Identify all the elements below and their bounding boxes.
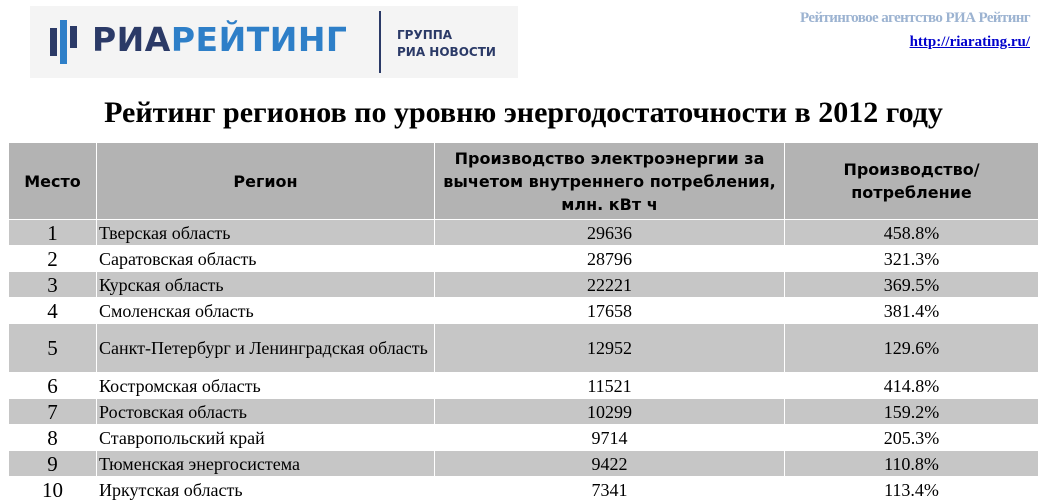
cell-region: Курская область bbox=[97, 272, 435, 298]
cell-ratio: 414.8% bbox=[785, 373, 1039, 399]
table-row bbox=[9, 477, 1039, 503]
cell-region: Смоленская область bbox=[97, 298, 435, 324]
logo-part-reiting: РЕЙТИНГ bbox=[170, 20, 348, 59]
cell-production: 7341 bbox=[435, 477, 785, 503]
table-row bbox=[9, 425, 1039, 451]
cell-region: Санкт-Петербург и Ленинградская область bbox=[97, 324, 435, 373]
header-place: Место bbox=[9, 143, 97, 220]
cell-region: Иркутская область bbox=[97, 477, 435, 503]
table-row bbox=[9, 272, 1039, 298]
cell-production: 9422 bbox=[435, 451, 785, 477]
cell-region: Тюменская энергосистема bbox=[97, 451, 435, 477]
agency-website-link[interactable]: http://riarating.ru/ bbox=[909, 34, 1030, 50]
cell-production: 9714 bbox=[435, 425, 785, 451]
cell-region: Костромская область bbox=[97, 373, 435, 399]
logo-wordmark bbox=[92, 20, 347, 60]
cell-production: 10299 bbox=[435, 399, 785, 425]
cell-ratio: 159.2% bbox=[785, 399, 1039, 425]
cell-region: Ставропольский край bbox=[97, 425, 435, 451]
table-row bbox=[9, 298, 1039, 324]
table-header-row bbox=[9, 143, 1039, 220]
logo-part-ria: РИА bbox=[92, 20, 171, 59]
cell-place: 5 bbox=[9, 324, 97, 373]
cell-ratio: 205.3% bbox=[785, 425, 1039, 451]
table-row bbox=[9, 220, 1039, 246]
ria-rating-logo bbox=[30, 6, 518, 78]
cell-production: 17658 bbox=[435, 298, 785, 324]
cell-place: 7 bbox=[9, 399, 97, 425]
table-row bbox=[9, 324, 1039, 373]
cell-place: 1 bbox=[9, 220, 97, 246]
cell-ratio: 381.4% bbox=[785, 298, 1039, 324]
cell-region: Саратовская область bbox=[97, 246, 435, 272]
page-title: Рейтинг регионов по уровню энергодостаточности в 2012 году bbox=[104, 96, 943, 129]
group-label-line1: ГРУППА bbox=[397, 28, 453, 42]
cell-place: 2 bbox=[9, 246, 97, 272]
table-row bbox=[9, 246, 1039, 272]
cell-place: 6 bbox=[9, 373, 97, 399]
header-ratio: Производство/ потребление bbox=[785, 143, 1039, 220]
cell-production: 28796 bbox=[435, 246, 785, 272]
cell-ratio: 110.8% bbox=[785, 451, 1039, 477]
cell-place: 10 bbox=[9, 477, 97, 503]
cell-region: Ростовская область bbox=[97, 399, 435, 425]
cell-region: Тверская область bbox=[97, 220, 435, 246]
group-label bbox=[397, 27, 496, 61]
cell-production: 11521 bbox=[435, 373, 785, 399]
cell-place: 8 bbox=[9, 425, 97, 451]
rating-table bbox=[8, 142, 1039, 503]
header-production: Производство электроэнергии за вычетом внутреннего потребления, млн. кВт ч bbox=[435, 143, 785, 220]
cell-place: 4 bbox=[9, 298, 97, 324]
table-row bbox=[9, 399, 1039, 425]
cell-production: 22221 bbox=[435, 272, 785, 298]
agency-name: Рейтинговое агентство РИА Рейтинг bbox=[800, 10, 1030, 26]
cell-ratio: 113.4% bbox=[785, 477, 1039, 503]
cell-ratio: 369.5% bbox=[785, 272, 1039, 298]
logo-divider bbox=[379, 11, 381, 73]
header-region: Регион bbox=[97, 143, 435, 220]
cell-place: 3 bbox=[9, 272, 97, 298]
cell-production: 12952 bbox=[435, 324, 785, 373]
cell-ratio: 321.3% bbox=[785, 246, 1039, 272]
ria-rating-logo-icon bbox=[48, 18, 84, 64]
cell-production: 29636 bbox=[435, 220, 785, 246]
table-row bbox=[9, 451, 1039, 477]
cell-ratio: 129.6% bbox=[785, 324, 1039, 373]
cell-ratio: 458.8% bbox=[785, 220, 1039, 246]
group-label-line2: РИА НОВОСТИ bbox=[397, 45, 496, 59]
cell-place: 9 bbox=[9, 451, 97, 477]
table-row bbox=[9, 373, 1039, 399]
